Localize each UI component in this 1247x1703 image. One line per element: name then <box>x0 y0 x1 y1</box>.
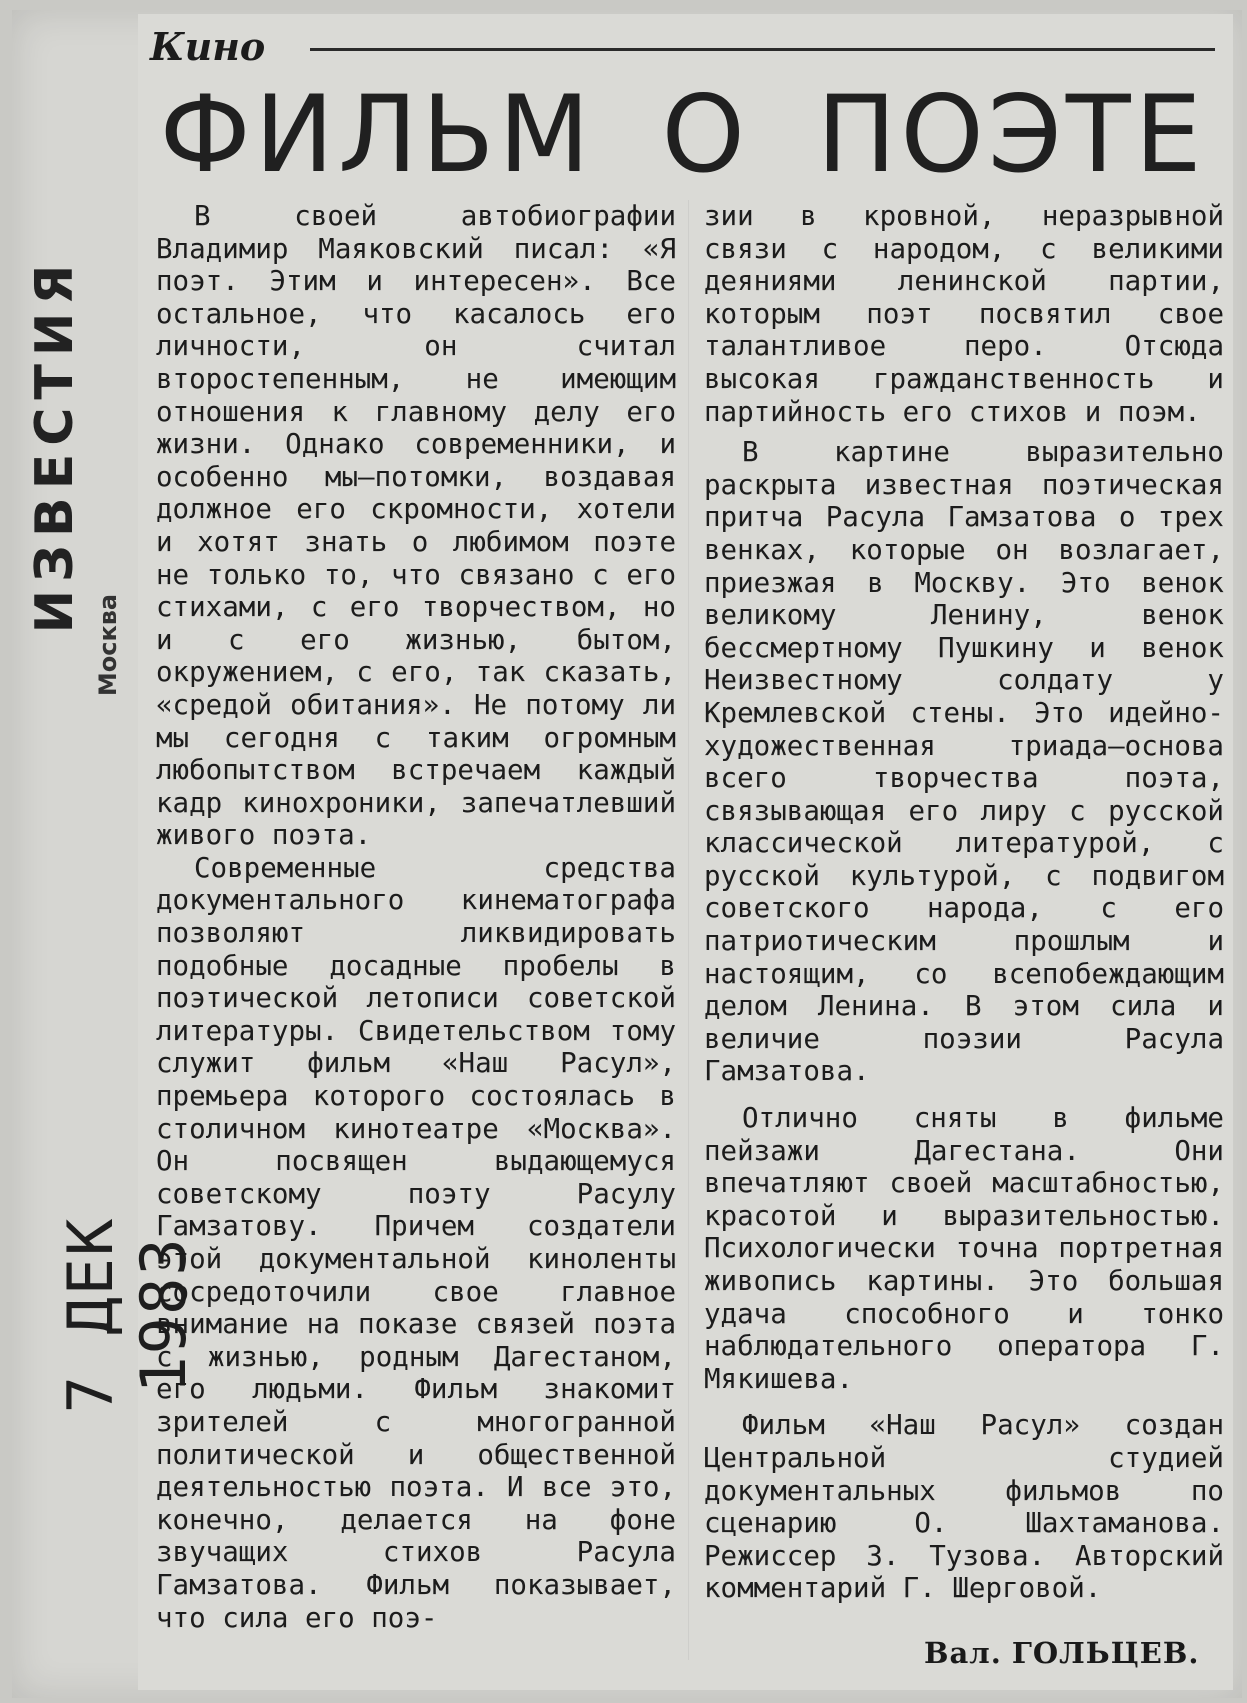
paragraph-right-4: Фильм «Наш Расул» создан Центральной студией документальных фильмов по сценарию О. Шахтаманова. Режиссер З. Тузова. Авторский комментарий Г. Шерговой. <box>704 1409 1224 1605</box>
rubric-row <box>150 24 1215 74</box>
author-initials: Вал. <box>924 1636 1002 1670</box>
column-divider <box>688 200 689 1660</box>
rubric-rule <box>310 48 1215 51</box>
paragraph-left-2: Современные средства документального кинематографа позволяют ликвидировать подобные досадные пробелы в поэтической летописи советской литературы. Свидетельством тому служит фильм «Наш Расул», премьера которого состоялась в столичном кинотеатре «Москва». Он посвящен выдающемуся советскому поэту Расулу Гамзатову. Причем создатели этой документальной киноленты сосредоточили свое главное внимание на показе связей поэта с жизнью, родным Дагестаном, его людьми. Фильм знакомит зрителей с многогранной политической и общественной деятельностью поэта. И все это, конечно, делается на фоне звучащих стихов Расула Гамзатова. Фильм показывает, что сила его поэ- <box>156 851 676 1634</box>
paragraph-right-2: В картине выразительно раскрыта известная поэтическая притча Расула Гамзатова о трех венках, которые он возлагает, приезжая в Москву. Это венок великому Ленину, венок бессмертному Пушкину и венок Неизвестному солдату у Кремлевской стены. Это идейно-художественная триада—основа всего творчества поэта, связывающая его лиру с русской классической литературой, с русской культурой, с подвигом советского народа, с его патриотическим прошлым и настоящим, со всепобеждающим делом Ленина. В этом сила и величие поэзии Расула Гамзатова. <box>704 436 1224 1088</box>
paragraph-right-1: зии в кровной, неразрывной связи с народом, с великими деяниями ленинской партии, которым поэт посвятил свое талантливое перо. Отсюда высокая гражданственность и партийность его стихов и поэм. <box>704 200 1224 428</box>
stamp-date-text: 7 ДЕК 1983 <box>54 1216 200 1414</box>
author-signature <box>924 1636 1199 1670</box>
rubric-label: Кино <box>150 24 266 69</box>
stamp-paper-name-text: ИЗВЕСТИЯ <box>25 256 85 634</box>
article-right-column <box>704 200 1224 1605</box>
paragraph-right-3: Отлично сняты в фильме пейзажи Дагестана. Они впечатляют своей масштабностью, красотой и выразительностью. Психологически точна портретная живопись картины. Это большая удача способного и тонко наблюдательного оператора Г. Мякишева. <box>704 1102 1224 1395</box>
author-surname: ГОЛЬЦЕВ. <box>1011 1636 1200 1670</box>
article-left-column <box>156 200 676 1634</box>
paragraph-left-1: В своей автобиографии Владимир Маяковский писал: «Я поэт. Этим и интересен». Все остальное, что касалось его личности, он считал второстепенным, не имеющим отношения к главному делу его жизни. Однако современники, и особенно мы—потомки, воздавая должное его скромности, хотели и хотят знать о любимом поэте не только то, что связано с его стихами, с его творчеством, но и с его жизнью, бытом, окружением, с его, так сказать, «средой обитания». Не потому ли мы сегодня с таким огромным любопытством встречаем каждый кадр кинохроники, запечатлевший живого поэта. <box>156 200 676 852</box>
stamp-city-text: Москва <box>94 593 122 697</box>
article-headline: ФИЛЬМ О ПОЭТЕ <box>159 73 1206 196</box>
